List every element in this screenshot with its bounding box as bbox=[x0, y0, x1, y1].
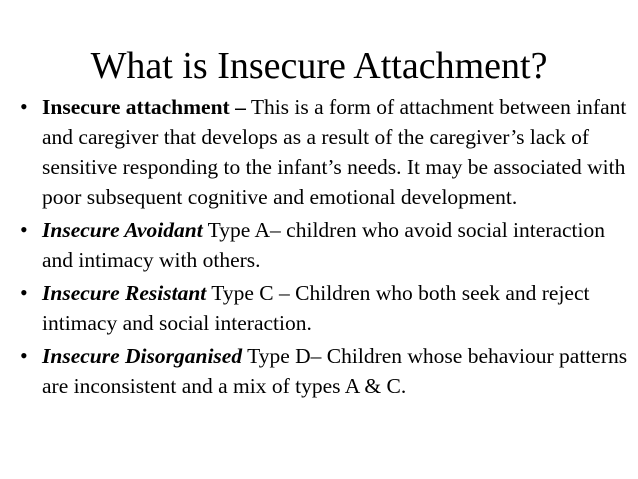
bullet-text: Type C – Children who both seek and reject intimacy and social interaction. bbox=[42, 281, 590, 335]
bullet-item-insecure-resistant bbox=[20, 278, 632, 338]
bullet-icon: • bbox=[20, 343, 28, 368]
bullet-icon: • bbox=[20, 94, 28, 119]
slide-title: What is Insecure Attachment? bbox=[90, 45, 548, 87]
bullet-text: Type A– children who avoid social interaction and intimacy with others. bbox=[42, 218, 605, 272]
bullet-item-insecure-avoidant bbox=[20, 215, 632, 275]
bullet-list bbox=[20, 92, 632, 404]
bullet-term: Insecure Avoidant bbox=[42, 218, 203, 242]
bullet-term: Insecure attachment – bbox=[42, 95, 246, 119]
bullet-icon: • bbox=[20, 280, 28, 305]
bullet-term: Insecure Resistant bbox=[42, 281, 207, 305]
bullet-text: Type D– Children whose behaviour patterns are inconsistent and a mix of types A & C. bbox=[42, 344, 628, 398]
bullet-icon: • bbox=[20, 217, 28, 242]
bullet-item-insecure-attachment bbox=[20, 92, 632, 212]
bullet-item-insecure-disorganised bbox=[20, 341, 632, 401]
bullet-term: Insecure Disorganised bbox=[42, 344, 243, 368]
bullet-text: This is a form of attachment between infant and caregiver that develops as a result of the caregiver’s lack of sensitive responding to the infant’s needs. It may be associated with poor subsequent cognitive and emotional development. bbox=[42, 95, 627, 209]
